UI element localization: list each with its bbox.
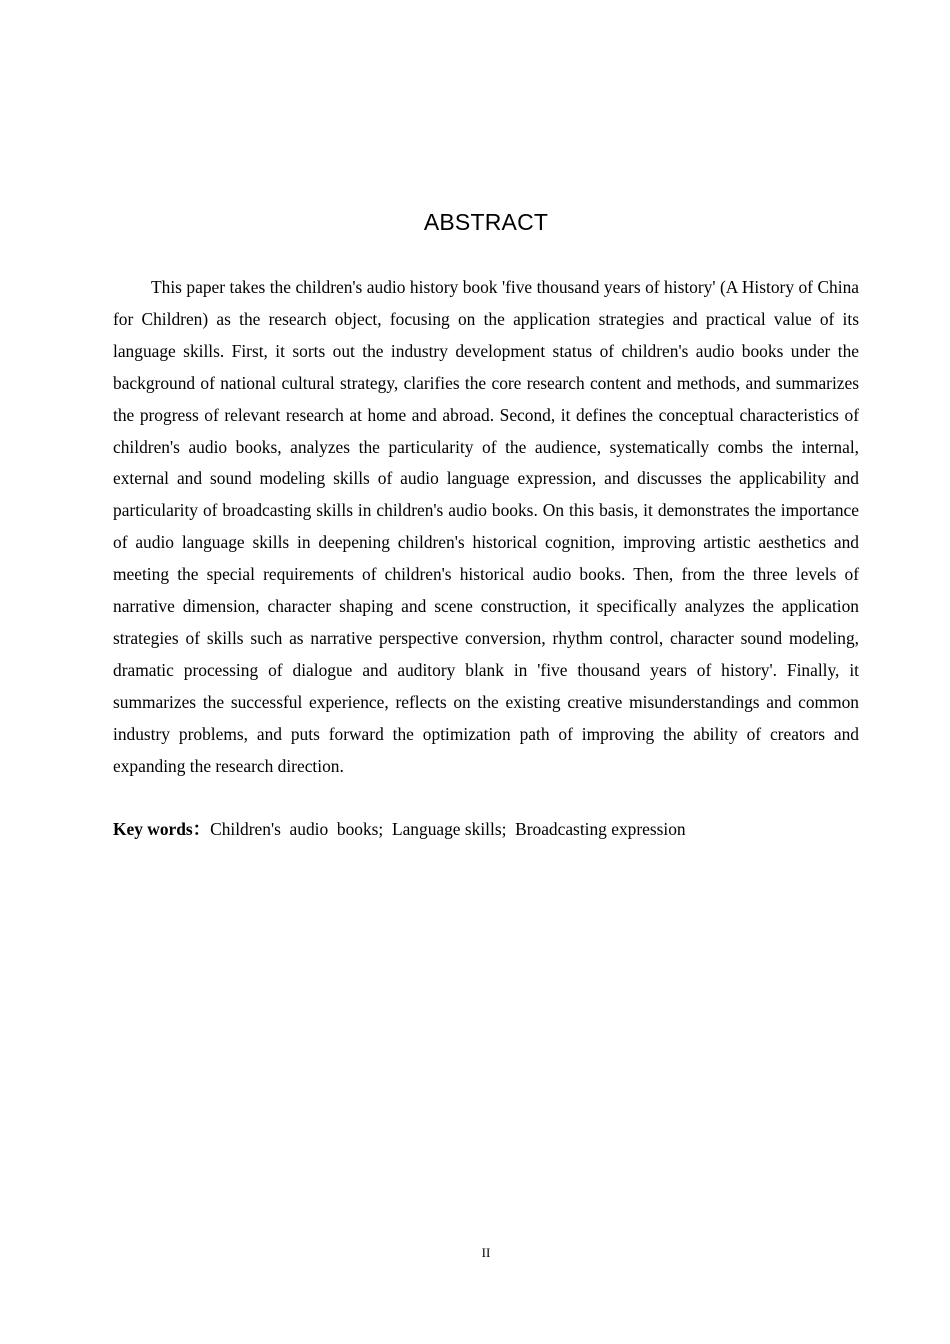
abstract-paragraph: This paper takes the children's audio history book 'five thousand years of history' (A History of China for Children) as the research object, focusing on the application strategies and practical value of its language skills. First, it sorts out the industry development status of children's audio books under the background of national cultural strategy, clarifies the core research content and methods, and summarizes the progress of relevant research at home and abroad. Second, it defines the conceptual characteristics of children's audio books, analyzes the particularity of the audience, systematically combs the internal, external and sound modeling skills of audio language expression, and discusses the applicability and particularity of broadcasting skills in children's audio books. On this basis, it demonstrates the importance of audio language skills in deepening children's historical cognition, improving artistic aesthetics and meeting the special requirements of children's historical audio books. Then, from the three levels of narrative dimension, character shaping and scene construction, it specifically analyzes the application strategies of skills such as narrative perspective conversion, rhythm control, character sound modeling, dramatic processing of dialogue and auditory blank in 'five thousand years of history'. Finally, it summarizes the successful experience, reflects on the existing creative misunderstandings and common industry problems, and puts forward the optimization path of improving the ability of creators and expanding the research direction. (113, 277, 859, 776)
keywords-label: Key words： (113, 819, 211, 839)
abstract-title: ABSTRACT (423, 209, 549, 235)
page-number: II (481, 1245, 491, 1260)
keywords-text: Children's audio books; Language skills; Broadcasting expression (210, 819, 686, 839)
keywords-line (113, 814, 859, 846)
